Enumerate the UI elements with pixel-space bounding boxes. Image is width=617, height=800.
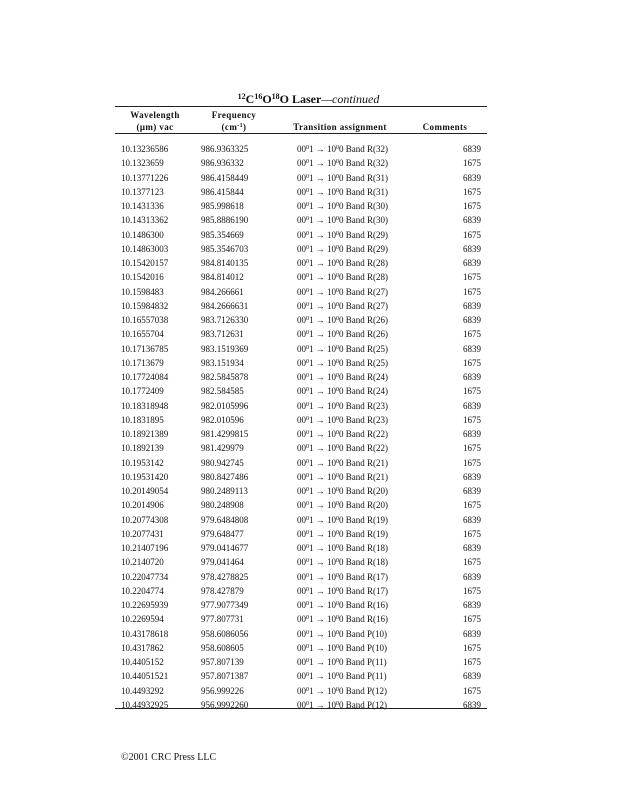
comment-cell: 1675 [463, 500, 481, 511]
frequency-cell: 978.4278825 [201, 571, 249, 582]
table-row [0, 684, 617, 698]
table-top-rule [115, 106, 487, 107]
transition-cell: $00^01 \to 10^00$ Band R(31) [297, 186, 388, 197]
frequency-cell: 983.1519369 [201, 343, 249, 354]
comment-cell: 6839 [463, 144, 481, 154]
comment-cell: 1675 [463, 528, 481, 539]
transition-cell: $00^01 \to 10^00$ Band R(18) [297, 543, 388, 553]
wavelength-cell: 10.1831895 [121, 414, 164, 425]
table-row [0, 655, 617, 669]
comment-cell: 1675 [463, 685, 481, 696]
wavelength-cell: 10.15984832 [121, 300, 169, 311]
comment-cell: 1675 [463, 614, 481, 625]
table-row [0, 612, 617, 626]
table-row [0, 256, 617, 270]
transition-cell: $00^01 \to 10^00$ Band R(27) [297, 286, 388, 297]
transition-cell: $00^01 \to 10^00$ Band R(23) [297, 414, 388, 425]
table-row [0, 598, 617, 612]
comment-cell: 6839 [463, 671, 481, 682]
comment-cell: 1675 [463, 585, 481, 596]
comment-cell: 6839 [463, 471, 481, 482]
wavelength-cell: 10.1542016 [121, 272, 164, 283]
comment-cell: 6839 [463, 300, 481, 311]
wavelength-cell: 10.19531420 [121, 471, 169, 482]
transition-cell: $00^01 \to 10^00$ Band R(20) [297, 486, 388, 496]
transition-cell: $00^01 \to 10^00$ Band R(17) [297, 585, 388, 596]
frequency-cell: 982.5845878 [201, 372, 249, 382]
table-row [0, 327, 617, 341]
table-row [0, 185, 617, 199]
frequency-cell: 980.942745 [201, 457, 244, 468]
comment-cell: 6839 [463, 429, 481, 439]
wavelength-cell: 10.4317862 [121, 642, 164, 653]
transition-cell: $00^01 \to 10^00$ Band R(16) [297, 600, 388, 610]
frequency-cell: 958.6086056 [201, 628, 249, 639]
wavelength-cell: 10.2077431 [121, 528, 164, 539]
transition-cell: $00^01 \to 10^00$ Band R(29) [297, 229, 388, 240]
wavelength-cell: 10.2140720 [121, 557, 164, 568]
wavelength-cell: 10.1431336 [121, 201, 164, 211]
comment-cell: 6839 [463, 486, 481, 496]
wavelength-cell: 10.16557038 [121, 315, 169, 325]
frequency-cell: 979.041464 [201, 557, 244, 568]
table-row [0, 470, 617, 484]
table-row [0, 541, 617, 555]
wavelength-cell: 10.1953142 [121, 457, 164, 468]
wavelength-cell: 10.13771226 [121, 172, 169, 183]
transition-cell: $00^01 \to 10^00$ Band R(17) [297, 571, 388, 582]
wavelength-cell: 10.2014906 [121, 500, 164, 511]
comment-cell: 6839 [463, 243, 481, 254]
frequency-cell: 984.8140135 [201, 258, 249, 268]
wavelength-cell: 10.20149054 [121, 486, 169, 496]
table-row [0, 570, 617, 584]
transition-cell: $00^01 \to 10^00$ Band R(20) [297, 500, 388, 511]
transition-cell: $00^01 \to 10^00$ Band R(29) [297, 243, 388, 254]
table-row [0, 427, 617, 441]
frequency-cell: 984.2666631 [201, 300, 249, 311]
wavelength-cell: 10.18318948 [121, 400, 169, 411]
table-row [0, 698, 617, 712]
table-row [0, 584, 617, 598]
wavelength-cell: 10.17136785 [121, 343, 169, 354]
frequency-cell: 979.0414677 [201, 543, 249, 553]
frequency-cell: 956.999226 [201, 685, 244, 696]
wavelength-cell: 10.17724084 [121, 372, 169, 382]
transition-cell: $00^01 \to 10^00$ Band R(16) [297, 614, 388, 625]
transition-cell: $00^01 \to 10^00$ Band R(27) [297, 300, 388, 311]
transition-cell: $00^01 \to 10^00$ Band P(11) [297, 657, 387, 667]
transition-cell: $00^01 \to 10^00$ Band R(22) [297, 443, 388, 454]
transition-cell: $00^01 \to 10^00$ Band R(19) [297, 514, 388, 525]
transition-cell: $00^01 \to 10^00$ Band R(31) [297, 172, 388, 183]
comment-cell: 1675 [463, 286, 481, 297]
comment-cell: 1675 [463, 229, 481, 240]
comment-cell: 1675 [463, 158, 481, 169]
comment-cell: 1675 [463, 272, 481, 283]
transition-cell: $00^01 \to 10^00$ Band R(22) [297, 429, 388, 439]
transition-cell: $00^01 \to 10^00$ Band R(30) [297, 215, 388, 226]
table-row [0, 456, 617, 470]
wavelength-cell: 10.21407196 [121, 543, 169, 553]
wavelength-cell: 10.13236586 [121, 144, 169, 154]
frequency-cell: 982.0105996 [201, 400, 249, 411]
frequency-cell: 983.712631 [201, 329, 244, 340]
table-row [0, 484, 617, 498]
table-row [0, 498, 617, 512]
wavelength-cell: 10.14863003 [121, 243, 169, 254]
comment-cell: 1675 [463, 357, 481, 368]
table-row [0, 413, 617, 427]
table-row [0, 399, 617, 413]
comment-cell: 6839 [463, 215, 481, 226]
wavelength-cell: 10.22695939 [121, 600, 169, 610]
wavelength-cell: 10.2269594 [121, 614, 164, 625]
wavelength-cell: 10.20774308 [121, 514, 169, 525]
page-title: $^{12}C^{16}O^{18}O$ Laser—continued [237, 92, 380, 106]
transition-cell: $00^01 \to 10^00$ Band R(21) [297, 471, 388, 482]
table-body [0, 142, 617, 712]
comment-cell: 6839 [463, 699, 481, 710]
wavelength-cell: 10.1713679 [121, 357, 164, 368]
wavelength-cell: 10.1486300 [121, 229, 164, 240]
frequency-cell: 984.266661 [201, 286, 244, 297]
frequency-cell: 979.6484808 [201, 514, 249, 525]
table-row [0, 199, 617, 213]
table-row [0, 627, 617, 641]
frequency-cell: 986.4158449 [201, 172, 249, 183]
table-row [0, 213, 617, 227]
table-row [0, 527, 617, 541]
transition-cell: $00^01 \to 10^00$ Band R(30) [297, 201, 388, 211]
comment-cell: 6839 [463, 172, 481, 183]
copyright-footer: ©2001 CRC Press LLC [121, 752, 217, 763]
transition-cell: $00^01 \to 10^00$ Band R(18) [297, 557, 388, 568]
comment-cell: 1675 [463, 386, 481, 397]
frequency-cell: 986.9363325 [201, 144, 249, 154]
comment-cell: 6839 [463, 400, 481, 411]
table-row [0, 555, 617, 569]
comment-cell: 6839 [463, 343, 481, 354]
table-row [0, 299, 617, 313]
table-row [0, 342, 617, 356]
comment-cell: 1675 [463, 657, 481, 667]
wavelength-cell: 10.22047734 [121, 571, 169, 582]
transition-cell: $00^01 \to 10^00$ Band R(19) [297, 528, 388, 539]
comment-cell: 1675 [463, 201, 481, 211]
frequency-cell: 985.3546703 [201, 243, 249, 254]
comment-cell: 1675 [463, 457, 481, 468]
comment-cell: 6839 [463, 514, 481, 525]
table-row [0, 142, 617, 156]
transition-cell: $00^01 \to 10^00$ Band R(21) [297, 457, 388, 468]
comment-cell: 6839 [463, 571, 481, 582]
header-transition-assignment: Transition assignment [293, 122, 387, 132]
frequency-cell: 981.4299815 [201, 429, 249, 439]
transition-cell: $00^01 \to 10^00$ Band R(32) [297, 144, 388, 154]
table-row [0, 441, 617, 455]
comment-cell: 6839 [463, 258, 481, 268]
frequency-cell: 985.998618 [201, 201, 244, 211]
wavelength-cell: 10.1772409 [121, 386, 164, 397]
comment-cell: 6839 [463, 315, 481, 325]
transition-cell: $00^01 \to 10^00$ Band R(25) [297, 343, 388, 354]
transition-cell: $00^01 \to 10^00$ Band P(11) [297, 671, 387, 682]
wavelength-cell: 10.4405152 [121, 657, 164, 667]
frequency-cell: 957.807139 [201, 657, 244, 667]
table-row [0, 270, 617, 284]
frequency-cell: 983.151934 [201, 357, 244, 368]
transition-cell: $00^01 \to 10^00$ Band R(24) [297, 372, 388, 382]
frequency-cell: 982.584585 [201, 386, 244, 397]
header-comments: Comments [422, 122, 468, 132]
transition-cell: $00^01 \to 10^00$ Band R(23) [297, 400, 388, 411]
frequency-cell: 977.807731 [201, 614, 244, 625]
comment-cell: 1675 [463, 642, 481, 653]
wavelength-cell: 10.44051521 [121, 671, 169, 682]
frequency-cell: 983.7126330 [201, 315, 249, 325]
table-row [0, 156, 617, 170]
frequency-cell: 979.648477 [201, 528, 244, 539]
wavelength-cell: 10.1323659 [121, 158, 164, 169]
wavelength-cell: 10.1892139 [121, 443, 164, 454]
comment-cell: 1675 [463, 186, 481, 197]
wavelength-cell: 10.4493292 [121, 685, 164, 696]
wavelength-cell: 10.15420157 [121, 258, 169, 268]
frequency-cell: 984.814012 [201, 272, 244, 283]
comment-cell: 6839 [463, 628, 481, 639]
frequency-cell: 986.415844 [201, 186, 244, 197]
frequency-cell: 980.248908 [201, 500, 244, 511]
wavelength-cell: 10.1655704 [121, 329, 164, 340]
frequency-cell: 980.2489113 [201, 486, 248, 496]
comment-cell: 1675 [463, 414, 481, 425]
transition-cell: $00^01 \to 10^00$ Band P(10) [297, 642, 387, 653]
frequency-cell: 982.010596 [201, 414, 244, 425]
transition-cell: $00^01 \to 10^00$ Band R(24) [297, 386, 388, 397]
frequency-cell: 985.354669 [201, 229, 244, 240]
table-row [0, 641, 617, 655]
wavelength-cell: 10.18921389 [121, 429, 169, 439]
transition-cell: $00^01 \to 10^00$ Band R(32) [297, 158, 388, 169]
transition-cell: $00^01 \to 10^00$ Band R(28) [297, 258, 388, 268]
wavelength-cell: 10.1598483 [121, 286, 164, 297]
frequency-cell: 978.427879 [201, 585, 244, 596]
header-wavelength: Wavelength (μm) vac [130, 110, 180, 132]
transition-cell: $00^01 \to 10^00$ Band R(26) [297, 315, 388, 325]
transition-cell: $00^01 \to 10^00$ Band P(10) [297, 628, 387, 639]
table-bottom-rule [115, 708, 487, 709]
frequency-cell: 981.429979 [201, 443, 244, 454]
table-row [0, 513, 617, 527]
wavelength-cell: 10.43178618 [121, 628, 169, 639]
comment-cell: 6839 [463, 543, 481, 553]
wavelength-cell: 10.2204774 [121, 585, 164, 596]
wavelength-cell: 10.44932925 [121, 699, 169, 710]
comment-cell: 6839 [463, 372, 481, 382]
header-frequency: Frequency $(cm^{-1})$ [211, 110, 257, 132]
comment-cell: 1675 [463, 443, 481, 454]
table-row [0, 384, 617, 398]
transition-cell: $00^01 \to 10^00$ Band P(12) [297, 685, 387, 696]
table-row [0, 669, 617, 683]
table-row [0, 171, 617, 185]
frequency-cell: 985.8886190 [201, 215, 249, 226]
comment-cell: 6839 [463, 600, 481, 610]
table-row [0, 228, 617, 242]
table-row [0, 370, 617, 384]
frequency-cell: 956.9992260 [201, 699, 249, 710]
comment-cell: 1675 [463, 329, 481, 340]
transition-cell: $00^01 \to 10^00$ Band P(12) [297, 699, 387, 710]
transition-cell: $00^01 \to 10^00$ Band R(26) [297, 329, 388, 340]
table-row [0, 313, 617, 327]
frequency-cell: 980.8427486 [201, 471, 249, 482]
table-row [0, 356, 617, 370]
wavelength-cell: 10.1377123 [121, 186, 164, 197]
transition-cell: $00^01 \to 10^00$ Band R(25) [297, 357, 388, 368]
transition-cell: $00^01 \to 10^00$ Band R(28) [297, 272, 388, 283]
header-rule [115, 133, 487, 134]
frequency-cell: 958.608605 [201, 642, 244, 653]
frequency-cell: 957.8071387 [201, 671, 249, 682]
frequency-cell: 986.936332 [201, 158, 244, 169]
wavelength-cell: 10.14313362 [121, 215, 169, 226]
frequency-cell: 977.9077349 [201, 600, 249, 610]
table-row [0, 285, 617, 299]
table-row [0, 242, 617, 256]
comment-cell: 1675 [463, 557, 481, 568]
